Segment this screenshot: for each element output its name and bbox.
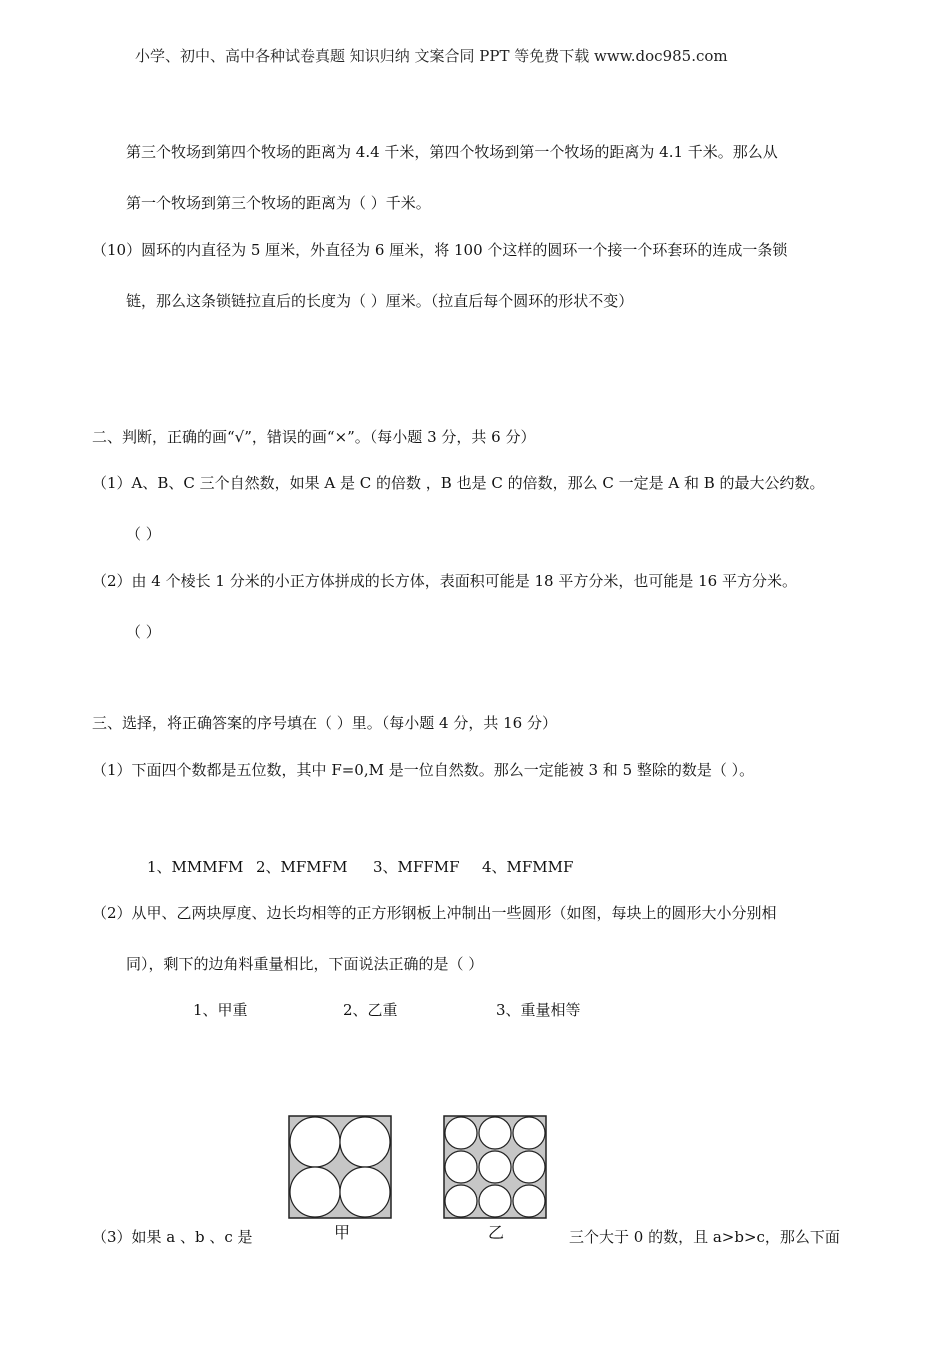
q10-line-1: （10）圆环的内直径为 5 厘米，外直径为 6 厘米，将 100 个这样的圆环一个接一个环套环的连成一条锁 [92, 241, 788, 259]
section3-q1-option-1: 1、MMMFM [147, 858, 244, 876]
section3-q1-option-4: 4、MFMMF [482, 858, 574, 876]
section3-q3-right: 三个大于 0 的数，且 a>b>c，那么下面 [569, 1228, 840, 1246]
page-header: 小学、初中、高中各种试卷真题 知识归纳 文案合同 PPT 等免费下载 www.doc985.com [135, 47, 728, 65]
section2-q2-answer-blank[interactable]: （ ） [126, 623, 161, 641]
section3-q1-option-3: 3、MFFMF [373, 858, 460, 876]
section3-q2-option-1: 1、甲重 [193, 1001, 248, 1019]
section3-q3-left: （3）如果 a 、b 、c 是 [92, 1228, 253, 1246]
steel-plate-jia-figure [288, 1115, 392, 1219]
section3-q1-option-2: 2、MFMFM [256, 858, 348, 876]
section3-q2-option-2: 2、乙重 [343, 1001, 398, 1019]
q10-line-2: 链，那么这条锁链拉直后的长度为（ ）厘米。（拉直后每个圆环的形状不变） [126, 292, 634, 310]
section2-q1: （1）A、B、C 三个自然数，如果 A 是 C 的倍数 ，B 也是 C 的倍数，那么 C 一定是 A 和 B 的最大公约数。 [92, 474, 825, 492]
section3-q2-option-3: 3、重量相等 [496, 1001, 581, 1019]
section3-q1: （1）下面四个数都是五位数，其中 F=0,M 是一位自然数。那么一定能被 3 和 5 整除的数是（ ）。 [92, 761, 755, 779]
section3-q2-line-1: （2）从甲、乙两块厚度、边长均相等的正方形钢板上冲制出一些圆形（如图，每块上的圆形大小分别相 [92, 904, 777, 922]
steel-plate-yi-figure [443, 1115, 547, 1219]
q9-line-2: 第一个牧场到第三个牧场的距离为（ ）千米。 [126, 194, 431, 212]
figure-label-jia: 甲 [334, 1223, 351, 1242]
section2-q1-answer-blank[interactable]: （ ） [126, 525, 161, 543]
section2-q2: （2）由 4 个棱长 1 分米的小正方体拼成的长方体，表面积可能是 18 平方分米，也可能是 16 平方分米。 [92, 572, 797, 590]
section3-q2-line-2: 同），剩下的边角料重量相比，下面说法正确的是（ ） [126, 955, 484, 973]
section3-title: 三、选择，将正确答案的序号填在（ ）里。（每小题 4 分，共 16 分） [92, 714, 557, 732]
q9-line-1: 第三个牧场到第四个牧场的距离为 4.4 千米，第四个牧场到第一个牧场的距离为 4.1 千米。那么从 [126, 143, 778, 161]
section2-title: 二、判断，正确的画“√”，错误的画“×”。（每小题 3 分，共 6 分） [92, 428, 536, 446]
figure-label-yi: 乙 [488, 1223, 505, 1242]
